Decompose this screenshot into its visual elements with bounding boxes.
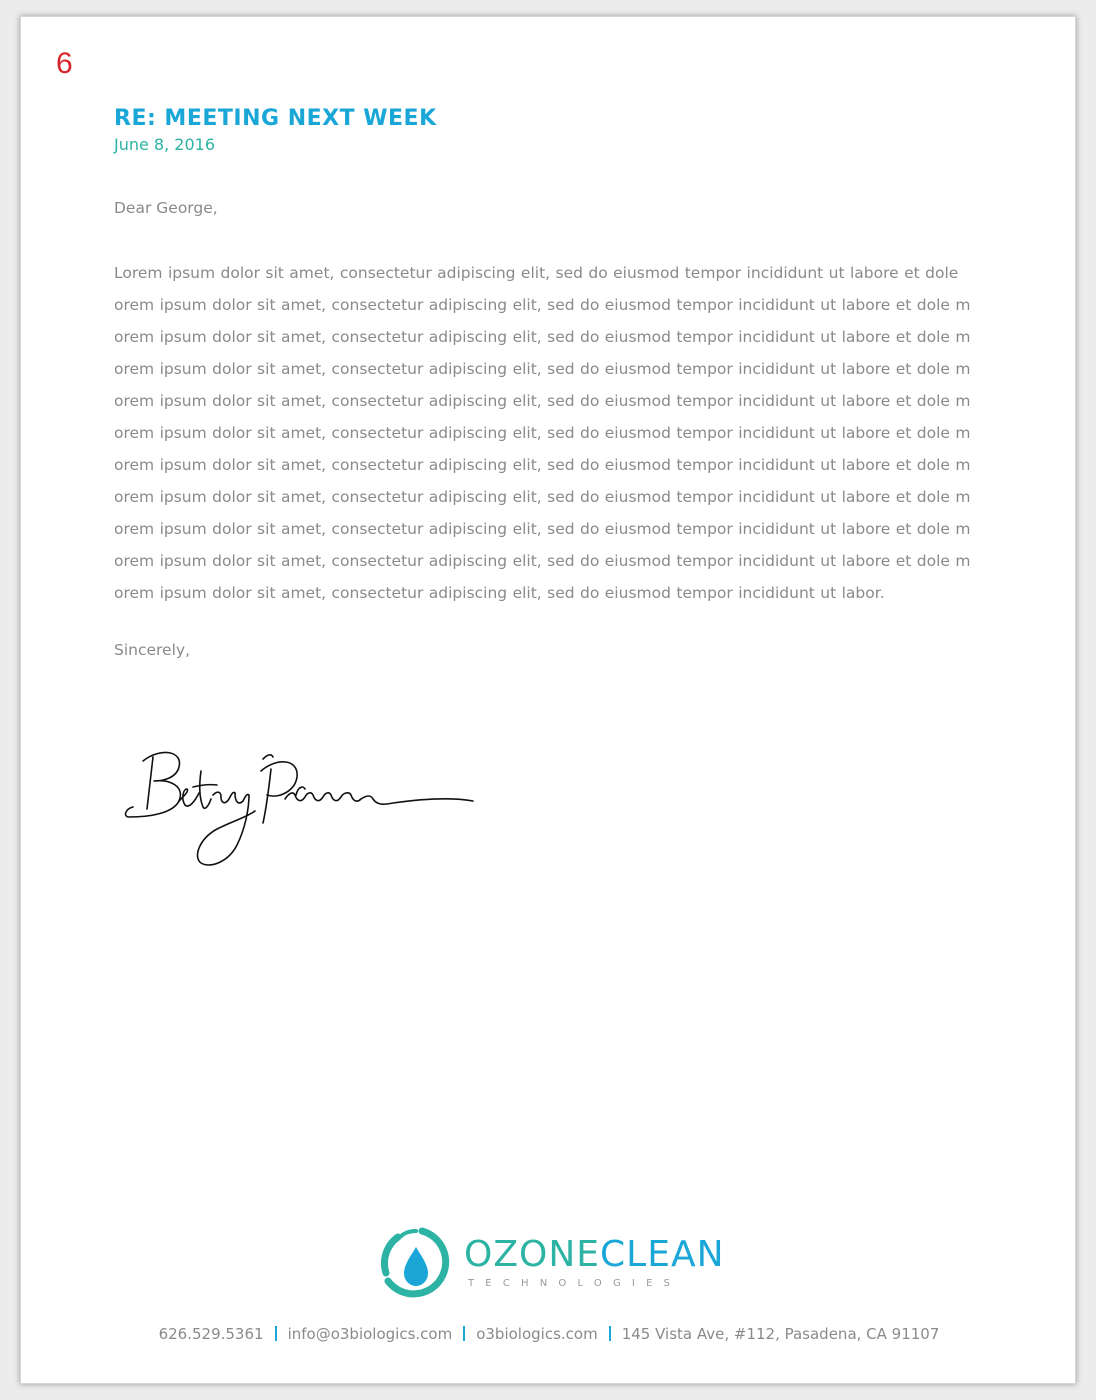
letter-page xyxy=(20,16,1076,1384)
letter-body: Lorem ipsum dolor sit amet, consectetur adipiscing elit, sed do eiusmod tempor incididunt ut labore et dole orem ipsum dolor sit amet, consectetur adipiscing elit, sed do eiusmod tempor incididunt ut labore et dole m orem ipsum dolor sit amet, consectetur adipiscing elit, sed do eiusmod tempor incididunt ut labore et dole m orem ipsum dolor sit amet, consectetur adipiscing elit, sed do eiusmod tempor incididunt ut labore et dole m orem ipsum dolor sit amet, consectetur adipiscing elit, sed do eiusmod tempor incididunt ut labore et dole m orem ipsum dolor sit amet, consectetur adipiscing elit, sed do eiusmod tempor incididunt ut labore et dole m orem ipsum dolor sit amet, consectetur adipiscing elit, sed do eiusmod tempor incididunt ut labore et dole m orem ipsum dolor sit amet, consectetur adipiscing elit, sed do eiusmod tempor incididunt ut labore et dole m orem ipsum dolor sit amet, consectetur adipiscing elit, sed do eiusmod tempor incididunt ut labore et dole m orem ipsum dolor sit amet, consectetur adipiscing elit, sed do eiusmod tempor incididunt ut labore et dole m orem ipsum dolor sit amet, consectetur adipiscing elit, sed do eiusmod tempor incididunt ut labor. xyxy=(114,264,971,602)
logo-word-clean: CLEAN xyxy=(600,1234,725,1275)
letter-salutation: Dear George, xyxy=(114,199,218,217)
footer-website[interactable]: o3biologics.com xyxy=(476,1325,598,1343)
page-number: 6 xyxy=(56,47,73,80)
footer-phone: 626.529.5361 xyxy=(158,1325,264,1343)
letter-subject: RE: MEETING NEXT WEEK xyxy=(114,106,437,131)
footer-address: 145 Vista Ave, #112, Pasadena, CA 91107 xyxy=(621,1325,940,1343)
logo-tagline: TECHNOLOGIES xyxy=(468,1278,682,1289)
letter-content xyxy=(114,105,994,661)
logo-word-ozone: OZONE xyxy=(464,1234,601,1275)
letter-date: June 8, 2016 xyxy=(114,135,215,154)
footer-separator xyxy=(463,1326,465,1341)
signature xyxy=(121,729,481,869)
footer-separator xyxy=(609,1326,611,1341)
company-logo xyxy=(376,1223,736,1303)
footer-separator xyxy=(275,1326,277,1341)
contact-footer xyxy=(21,1325,1077,1343)
water-drop-circle-icon xyxy=(376,1223,456,1303)
letter-closing: Sincerely, xyxy=(114,641,191,659)
footer-email[interactable]: info@o3biologics.com xyxy=(287,1325,453,1343)
logo-wordmark xyxy=(464,1235,725,1275)
